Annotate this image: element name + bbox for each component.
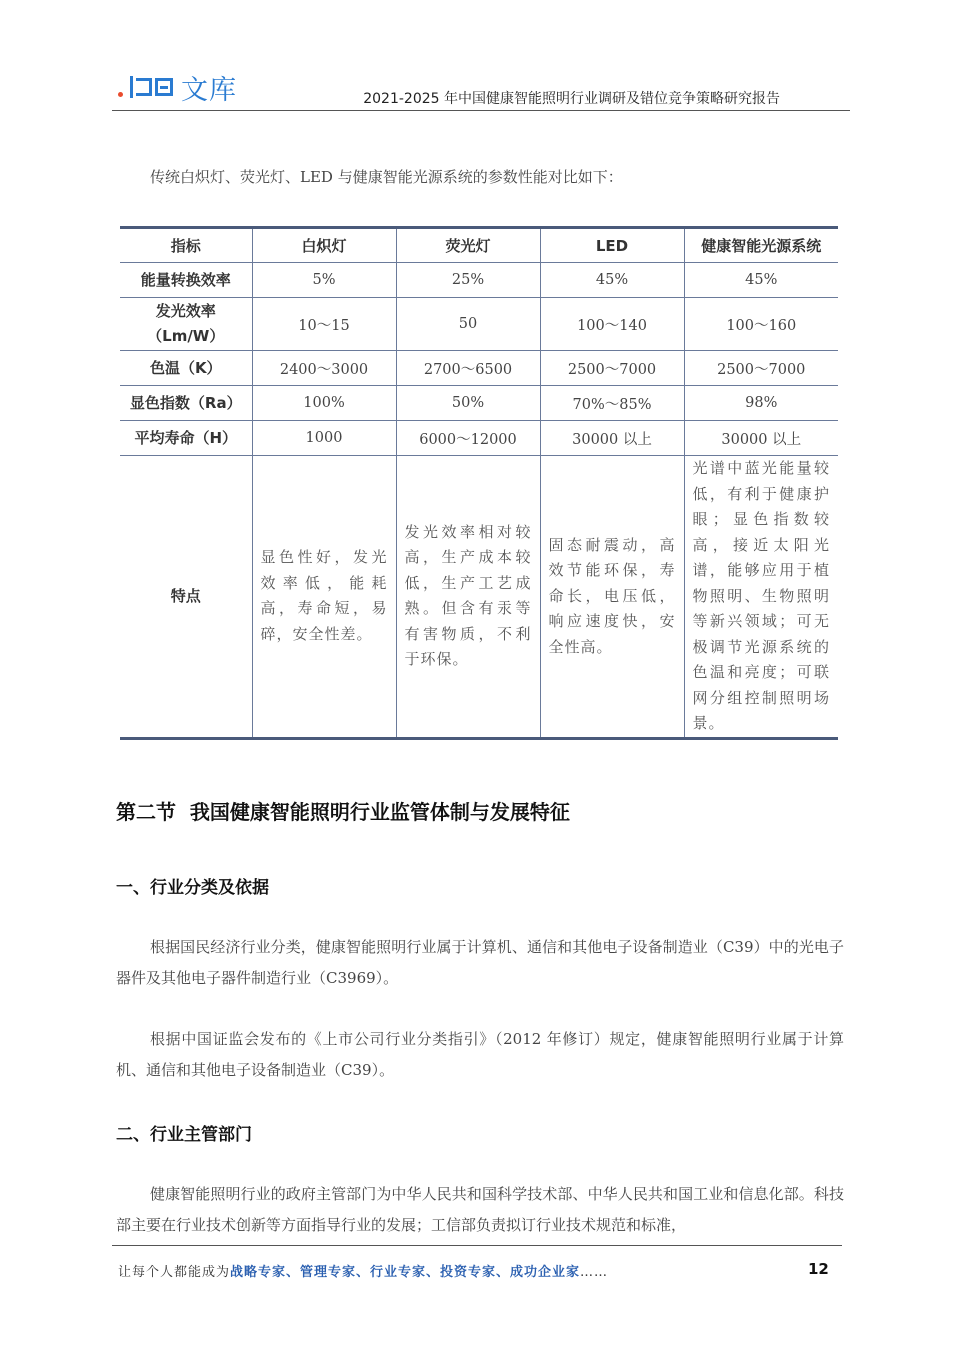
feature-cell: 发光效率相对较高，生产成本较低，生产工艺成熟。但含有汞等有害物质，不利于环保。: [396, 456, 540, 739]
header-cell: 健康智能光源系统: [684, 228, 838, 263]
subsection-title: 一、行业分类及依据: [116, 878, 269, 898]
row-label: 发光效率（Lm/W）: [120, 298, 252, 351]
table-row: [120, 351, 838, 386]
paragraph: 根据中国证监会发布的《上市公司行业分类指引》（2012 年修订）规定，健康智能照明行业属于计算机、通信和其他电子设备制造业（C39）。: [116, 1030, 844, 1079]
footer-highlight: 战略专家、管理专家、行业专家、投资专家、成功企业家: [230, 1265, 581, 1280]
table-cell: 100～140: [540, 298, 684, 351]
brand-logo: [118, 70, 237, 104]
header-cell: LED: [540, 228, 684, 263]
table-row: [120, 386, 838, 421]
table-row: [120, 421, 838, 456]
feature-cell: 固态耐震动，高效节能环保，寿命长，电压低，响应速度快，安全性高。: [540, 456, 684, 739]
table-cell: 1000: [252, 421, 396, 456]
table-cell: 2500～7000: [540, 351, 684, 386]
table-cell: 25%: [396, 263, 540, 298]
table-cell: 2700～6500: [396, 351, 540, 386]
table-cell: 100%: [252, 386, 396, 421]
table-cell: 50: [396, 298, 540, 351]
comparison-table: [120, 226, 838, 740]
header-cell: 荧光灯: [396, 228, 540, 263]
table-row: [120, 456, 838, 739]
paragraph: 健康智能照明行业的政府主管部门为中华人民共和国科学技术部、中华人民共和国工业和信息化部。科技部主要在行业技术创新等方面指导行业的发展；工信部负责拟订行业技术规范和标准，: [116, 1185, 844, 1234]
table-cell: 6000～12000: [396, 421, 540, 456]
feature-cell: 光谱中蓝光能量较低，有利于健康护眼；显色指数较高，接近太阳光谱，能够应用于植物照明、生物照明等新兴领域；可无极调节光源系统的色温和亮度；可联网分组控制照明场景。: [684, 456, 838, 739]
table-cell: 30000 以上: [540, 421, 684, 456]
table-cell: 5%: [252, 263, 396, 298]
row-label: 色温（K）: [120, 351, 252, 386]
feature-cell: 显色性好，发光效率低，能耗高，寿命短，易碎，安全性差。: [252, 456, 396, 739]
table-cell: 98%: [684, 386, 838, 421]
row-label: 特点: [120, 456, 252, 739]
row-label: 能量转换效率: [120, 263, 252, 298]
table-cell: 70%～85%: [540, 386, 684, 421]
table-cell: 2500～7000: [684, 351, 838, 386]
header-cell: 白炽灯: [252, 228, 396, 263]
table-cell: 2400～3000: [252, 351, 396, 386]
table-header-row: [120, 228, 838, 263]
table-intro: 传统白炽灯、荧光灯、LED 与健康智能光源系统的参数性能对比如下：: [150, 168, 623, 186]
subsection-title: 二、行业主管部门: [116, 1125, 252, 1145]
table-cell: 10～15: [252, 298, 396, 351]
table-cell: 45%: [684, 263, 838, 298]
logo-icon: [118, 76, 173, 98]
page-number: 12: [808, 1260, 829, 1278]
footer-prefix: 让每个人都能成为: [118, 1265, 231, 1280]
report-title: 2021-2025 年中国健康智能照明行业调研及错位竞争策略研究报告: [363, 91, 780, 107]
footer-suffix: ……: [580, 1265, 609, 1280]
paragraph: 根据国民经济行业分类，健康智能照明行业属于计算机、通信和其他电子设备制造业（C39）中的光电子器件及其他电子器件制造行业（C3969）。: [116, 938, 844, 987]
logo-text: 文库: [181, 74, 237, 106]
table-row: [120, 263, 838, 298]
row-label: 显色指数（Ra）: [120, 386, 252, 421]
section-title: 第二节 我国健康智能照明行业监管体制与发展特征: [116, 800, 570, 824]
table-cell: 100～160: [684, 298, 838, 351]
footer-slogan: [118, 1261, 608, 1280]
footer-divider: [112, 1245, 842, 1246]
table-row: [120, 298, 838, 351]
table-cell: 50%: [396, 386, 540, 421]
header-divider: [112, 110, 850, 111]
table-cell: 30000 以上: [684, 421, 838, 456]
header-cell: 指标: [120, 228, 252, 263]
row-label: 平均寿命（H）: [120, 421, 252, 456]
table-cell: 45%: [540, 263, 684, 298]
